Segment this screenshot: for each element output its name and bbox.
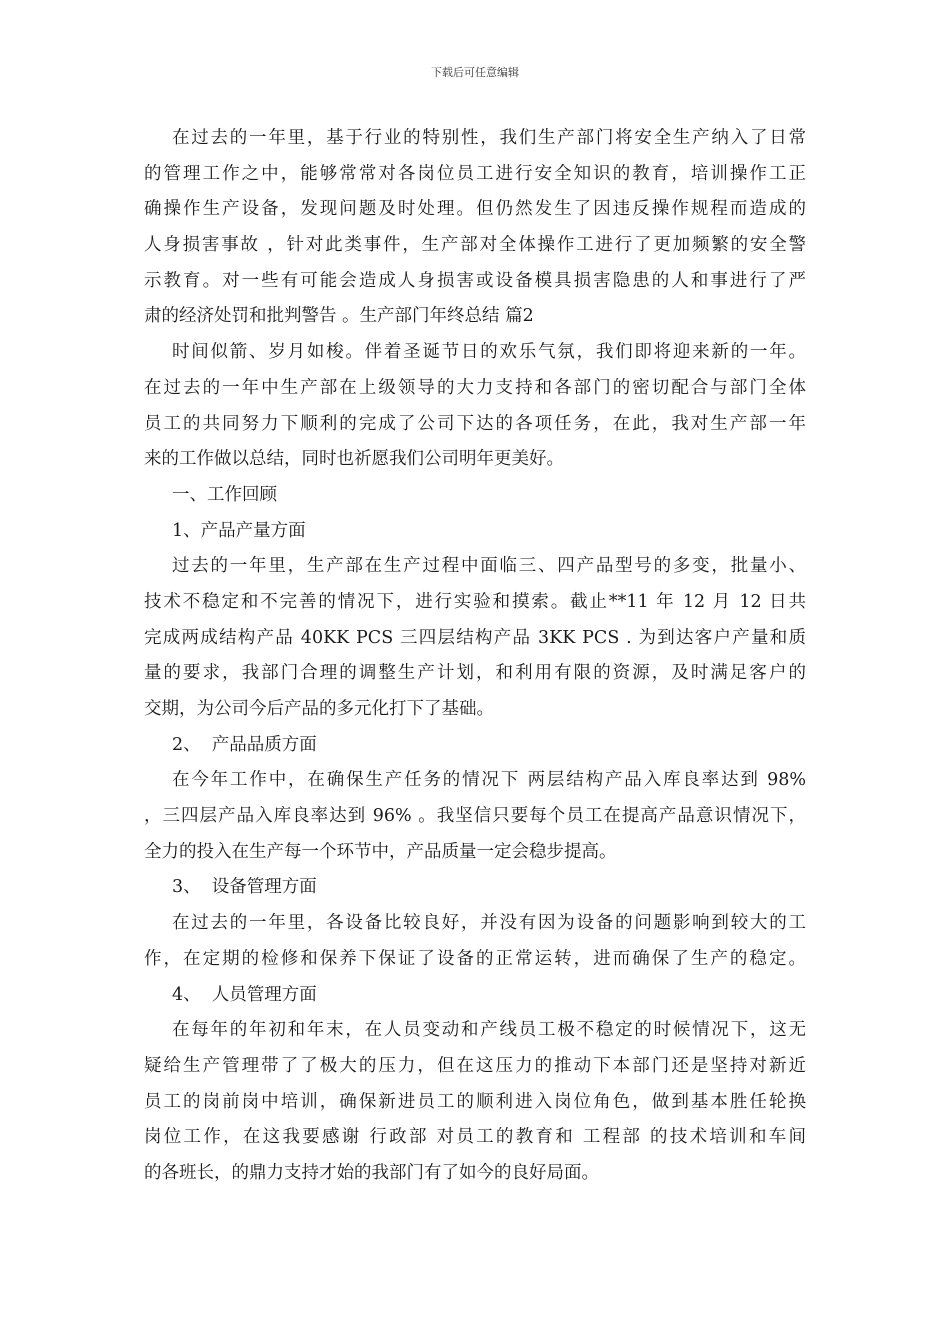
paragraph-line: 完成两成结构产品 40KK PCS 三四层结构产品 3KK PCS . 为到达客户产量和质: [144, 627, 806, 648]
document-body: [144, 121, 806, 1192]
paragraph-line: 确操作生产设备，发现问题及时处理。但仍然发生了因违反操作规程而造成的: [144, 199, 806, 220]
paragraph-line: 肃的经济处罚和批判警告 。生产部门年终总结 篇2: [144, 306, 534, 327]
paragraph-line: 过去的一年里，生产部在生产过程中面临三、四产品型号的多变，批量小、: [172, 556, 806, 577]
paragraph-line: 时间似箭、岁月如梭。伴着圣诞节日的欢乐气氛，我们即将迎来新的一年。: [172, 342, 806, 363]
page-header: 下载后可任意编辑: [431, 66, 519, 79]
paragraph-line: 在过去的一年里，基于行业的特别性，我们生产部门将安全生产纳入了日常: [172, 128, 806, 148]
paragraph-line: 的管理工作之中，能够常常对各岗位员工进行安全知识的教育，培训操作工正: [144, 163, 806, 184]
subsection-heading: 3、 设备管理方面: [172, 877, 317, 898]
paragraph-line: 示教育。对一些有可能会造成人身损害或设备模具损害隐患的人和事进行了严: [144, 270, 806, 291]
subsection-heading: 4、 人员管理方面: [172, 984, 317, 1005]
paragraph-line: 在今年工作中，在确保生产任务的情况下 两层结构产品入库良率达到 98%: [172, 770, 806, 791]
paragraph-line: 量的要求，我部门合理的调整生产计划，和利用有限的资源，及时满足客户的: [144, 663, 806, 684]
paragraph-line: 在过去的一年里，各设备比较良好，并没有因为设备的问题影响到较大的工: [172, 913, 806, 934]
paragraph-line: 的各班长，的鼎力支持才始的我部门有了如今的良好局面。: [144, 1162, 599, 1183]
section-heading: 一、工作回顾: [172, 484, 277, 505]
paragraph-line: 来的工作做以总结，同时也祈愿我们公司明年更美好。: [144, 449, 564, 470]
paragraph-line: 在每年的年初和年末，在人员变动和产线员工极不稳定的时候情况下，这无: [172, 1020, 806, 1041]
paragraph-line: ，三四层产品入库良率达到 96% 。我坚信只要每个员工在提高产品意识情况下，: [144, 806, 806, 827]
subsection-heading: 1、产品产量方面: [172, 520, 306, 541]
paragraph-line: 员工的岗前岗中培训，确保新进员工的顺利进入岗位角色，做到基本胜任轮换: [144, 1091, 806, 1112]
paragraph-line: 交期，为公司今后产品的多元化打下了基础。: [144, 699, 494, 719]
paragraph-line: 人身损害事故 ，针对此类事件，生产部对全体操作工进行了更加频繁的安全警: [144, 235, 806, 256]
paragraph-line: 岗位工作，在这我要感谢 行政部 对员工的教育和 工程部 的技术培训和车间: [144, 1127, 806, 1148]
paragraph-line: 技术不稳定和不完善的情况下，进行实验和摸索。截止**11 年 12 月 12 日共: [144, 591, 806, 612]
paragraph-line: 在过去的一年中生产部在上级领导的大力支持和各部门的密切配合与部门全体: [144, 377, 806, 398]
paragraph-line: 全力的投入在生产每一个环节中，产品质量一定会稳步提高。: [144, 841, 617, 862]
paragraph-line: 员工的共同努力下顺利的完成了公司下达的各项任务，在此，我对生产部一年: [144, 413, 806, 434]
subsection-heading: 2、 产品品质方面: [172, 734, 317, 755]
paragraph-line: 疑给生产管理带了了极大的压力，但在这压力的推动下本部门还是坚持对新近: [144, 1055, 806, 1076]
paragraph-line: 作，在定期的检修和保养下保证了设备的正常运转，进而确保了生产的稳定。: [144, 948, 806, 969]
